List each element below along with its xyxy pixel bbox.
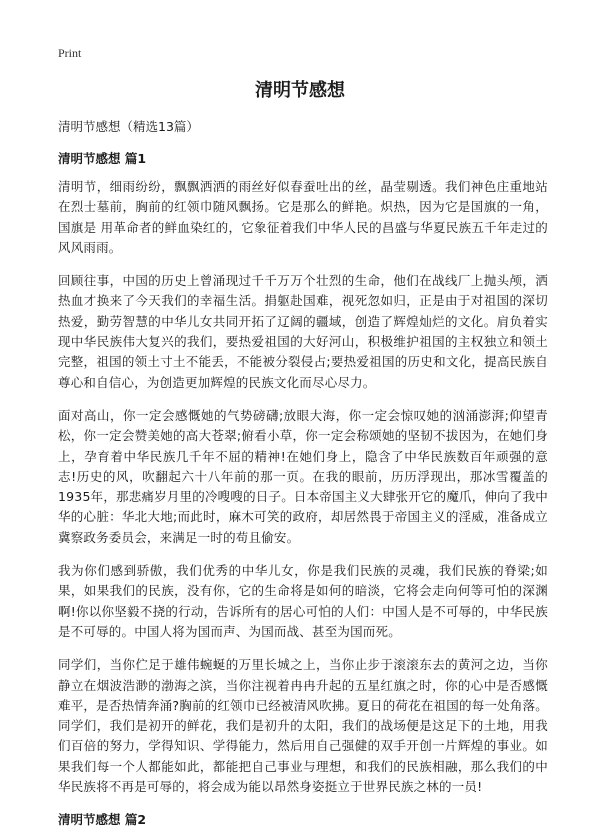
page-title: 清明节感想 — [255, 80, 345, 101]
paragraph: 清明节，细雨纷纷，飘飘洒洒的雨丝好似春蚕吐出的丝，晶莹剔透。我们神色庄重地站在烈士墓前，胸前的红领巾随风飘扬。它是那么的鲜艳。炽热，因为它是国旗的一角，国旗是 用革命者的鲜血染红的，它象征着我们中华人民的昌盛与华夏民族五千年走过的风风雨雨。 — [58, 179, 548, 255]
paragraph: 回顾往事，中国的历史上曾涌现过千千万万个壮烈的生命，他们在战线厂上抛头颅，洒热血才换来了今天我们的幸福生活。捐躯赴国难，视死忽如归，正是由于对祖国的深切热爱，勤劳智慧的中华儿女共同开拓了辽阔的疆域，创造了辉煌灿烂的文化。肩负着实现中华民族伟大复兴的我们，要热爱祖国的大好河山，积极维护祖国的主权独立和领土完整，祖国的领土寸土不能丢，不能被分裂侵占;要热爱祖国的历史和文化，提高民族自尊心和自信心，为创造更加辉煌的民族文化而尽心尽力。 — [58, 273, 548, 390]
paragraph: 同学们，当你伫足于雄伟蜿蜒的万里长城之上，当你止步于滚滚东去的黄河之边，当你静立在烟波浩渺的渤海之滨，当你注视着冉冉升起的五星红旗之时，你的心中是否感慨难平，是否热情奔涌?胸前的红领巾已经被清风吹拂。夏日的荷花在祖国的每一处角落。同学们，我们是初开的鲜花，我们是初升的太阳，我们的战场便是这足下的土地，用我们百倍的努力，学得知识、学得能力，然后用自己强健的双手开创一片辉煌的事业。如果我们每一个人都能如此，都能把自己事业与理想，和我们的民族相融，那么我们的中华民族将不再是可辱的，将会成为能以昂然身姿挺立于世界民族之林的一员! — [58, 657, 548, 795]
paragraph: 我为你们感到骄傲，我们优秀的中华儿女，你是我们民族的灵魂，我们民族的脊梁;如果，如果我们的民族，没有你，它的生命将是如何的暗淡，它将会走向何等可怕的深渊啊!你以你坚毅不挠的行动，告诉所有的居心可怕的人们：中国人是不可辱的，中华民族是不可辱的。中国人将为国而声、为国而战、甚至为国而死。 — [58, 563, 548, 639]
section-heading-2: 清明节感想 篇2 — [58, 812, 147, 828]
print-link[interactable]: Print — [58, 46, 82, 60]
document-subtitle: 清明节感想（精选13篇） — [58, 119, 199, 134]
paragraph: 面对高山，你一定会感慨她的气势磅礴;放眼大海，你一定会惊叹她的汹涌澎湃;仰望青松，你一定会赞美她的高大苍翠;俯看小草，你一定会称颂她的坚韧不拔因为，在她们身上，孕育着中华民族几千年不屈的精神!在她们身上，隐含了中华民族数百年顽强的意志!历史的风，吹翻起六十八年前的那一页。在我的眼前，历历浮现出，那冰雪覆盖的1935年，那悲痛岁月里的冷嗖嗖的日子。日本帝国主义大肆张开它的魔爪，伸向了我中华的心脏：华北大地;而此时，麻木可笑的政府，却居然畏于帝国主义的淫威，准备成立冀察政务委员会，来满足一时的苟且偷安。 — [58, 407, 548, 545]
section-heading-1: 清明节感想 篇1 — [58, 151, 147, 166]
document-body — [58, 117, 548, 838]
